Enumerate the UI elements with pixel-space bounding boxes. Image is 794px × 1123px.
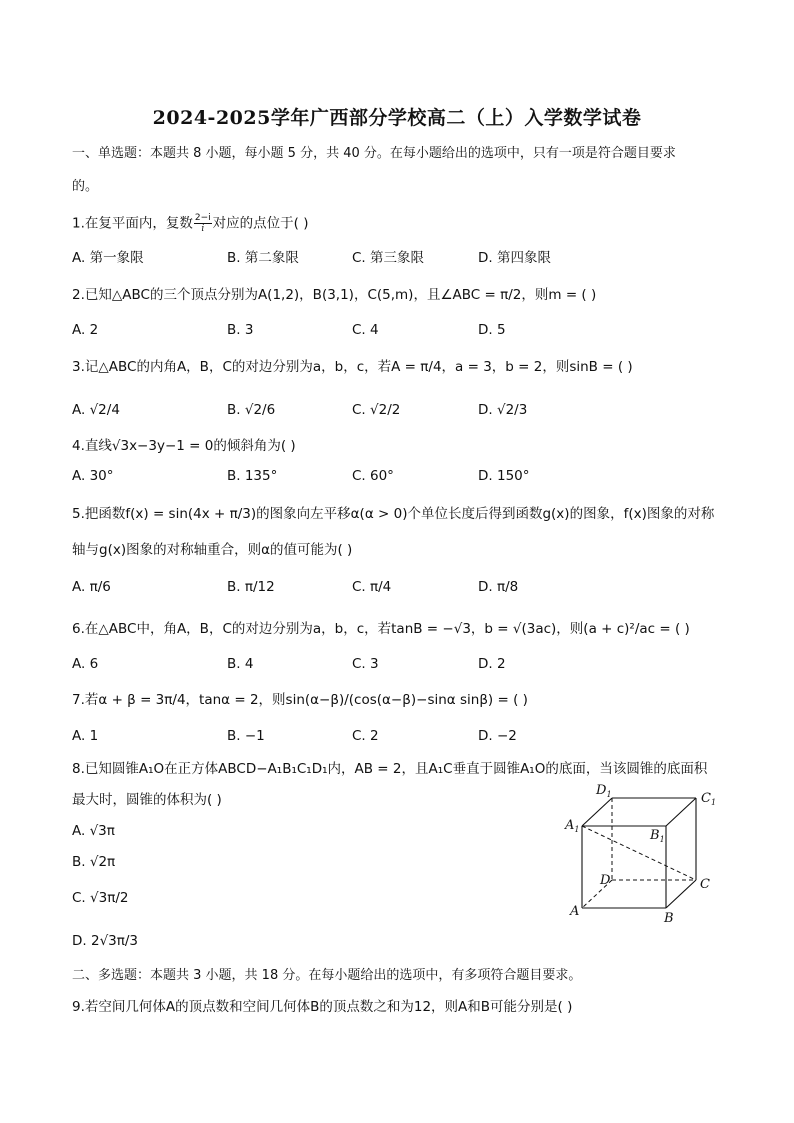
question-1-fraction — [194, 213, 212, 234]
vertex-label-c: C — [700, 877, 710, 892]
vertex-label-b: B — [664, 911, 674, 926]
edge-c1-b1 — [666, 798, 696, 826]
q6-option-d: D. 2 — [478, 656, 506, 672]
cube-figure — [560, 778, 730, 928]
vertex-label-d1: $D_1$ — [596, 783, 612, 799]
q8-option-b: B. √2π — [72, 854, 116, 870]
question-3: 3.记△ABC的内角A，B，C的对边分别为a，b，c，若A = π/4，a = 3，b = 2，则sinB = ( ) — [72, 359, 633, 375]
diagonal-a1-c — [582, 826, 696, 880]
question-8: 8.已知圆锥A₁O在正方体ABCD−A₁B₁C₁D₁内，AB = 2，且A₁C垂直于圆锥A₁O的底面，当该圆锥的底面积 — [72, 761, 708, 777]
q1-option-d: D. 第四象限 — [478, 250, 551, 266]
q8-option-c: C. √3π/2 — [72, 890, 129, 906]
vertex-label-c1: $C_1$ — [701, 791, 717, 807]
vertex-label-b1: $B_1$ — [650, 828, 665, 844]
question-5: 5.把函数f(x) = sin(4x + π/3)的图象向左平移α(α > 0)个单位长度后得到函数g(x)的图象，f(x)图象的对称 — [72, 506, 715, 522]
q7-option-b: B. −1 — [227, 728, 265, 744]
q7-option-d: D. −2 — [478, 728, 517, 744]
q4-option-a: A. 30° — [72, 468, 114, 484]
section1-heading-cont: 的。 — [72, 179, 99, 194]
q6-option-b: B. 4 — [227, 656, 254, 672]
question-5-cont: 轴与g(x)图象的对称轴重合，则α的值可能为( ) — [72, 542, 353, 558]
q1-option-a: A. 第一象限 — [72, 250, 144, 266]
question-7: 7.若α + β = 3π/4，tanα = 2，则sin(α−β)/(cos(α−β)−sinα sinβ) = ( ) — [72, 692, 528, 708]
q2-option-d: D. 5 — [478, 322, 506, 338]
section2-heading: 二、多选题：本题共 3 小题，共 18 分。在每小题给出的选项中，有多项符合题目要求。 — [72, 968, 582, 983]
q6-option-c: C. 3 — [352, 656, 379, 672]
question-6: 6.在△ABC中，角A，B，C的对边分别为a，b，c，若tanB = −√3，b = √(3ac)，则(a + c)²/ac = ( ) — [72, 621, 690, 637]
question-4: 4.直线√3x−3y−1 = 0的倾斜角为( ) — [72, 438, 296, 454]
vertex-label-a1: $A_1$ — [565, 818, 580, 834]
question-9: 9.若空间几何体A的顶点数和空间几何体B的顶点数之和为12，则A和B可能分别是( ) — [72, 999, 573, 1015]
question-8-cont: 最大时，圆锥的体积为( ) — [72, 792, 222, 808]
question-1 — [72, 213, 309, 234]
q5-option-a: A. π/6 — [72, 579, 111, 595]
q4-option-d: D. 150° — [478, 468, 530, 484]
q2-option-c: C. 4 — [352, 322, 379, 338]
q3-option-c: C. √2/2 — [352, 402, 401, 418]
q1-option-c: C. 第三象限 — [352, 250, 425, 266]
q7-option-a: A. 1 — [72, 728, 99, 744]
question-1-tail: 对应的点位于( ) — [212, 215, 309, 232]
q5-option-d: D. π/8 — [478, 579, 519, 595]
q3-option-a: A. √2/4 — [72, 402, 120, 418]
q2-option-b: B. 3 — [227, 322, 254, 338]
q5-option-b: B. π/12 — [227, 579, 275, 595]
edge-a1-d1 — [582, 798, 612, 826]
question-1-frac-den: i — [201, 224, 205, 234]
q8-option-d: D. 2√3π/3 — [72, 933, 139, 949]
vertex-label-a: A — [570, 904, 580, 919]
section1-heading: 一、单选题：本题共 8 小题，每小题 5 分，共 40 分。在每小题给出的选项中，只有一项是符合题目要求 — [72, 146, 676, 161]
q3-option-d: D. √2/3 — [478, 402, 528, 418]
vertex-label-d: D — [600, 873, 611, 888]
q8-option-a: A. √3π — [72, 823, 115, 839]
q4-option-b: B. 135° — [227, 468, 278, 484]
edge-c-b — [666, 880, 696, 908]
question-2: 2.已知△ABC的三个顶点分别为A(1,2)，B(3,1)，C(5,m)，且∠ABC = π/2，则m = ( ) — [72, 287, 597, 303]
q5-option-c: C. π/4 — [352, 579, 392, 595]
q7-option-c: C. 2 — [352, 728, 379, 744]
q2-option-a: A. 2 — [72, 322, 99, 338]
q6-option-a: A. 6 — [72, 656, 99, 672]
q1-option-b: B. 第二象限 — [227, 250, 299, 266]
q3-option-b: B. √2/6 — [227, 402, 276, 418]
exam-title: 2024-2025学年广西部分学校高二（上）入学数学试卷 — [152, 107, 642, 129]
q4-option-c: C. 60° — [352, 468, 394, 484]
question-1-frac-num: 2−i — [194, 213, 211, 223]
question-1-stem: 1.在复平面内，复数 — [72, 215, 193, 232]
